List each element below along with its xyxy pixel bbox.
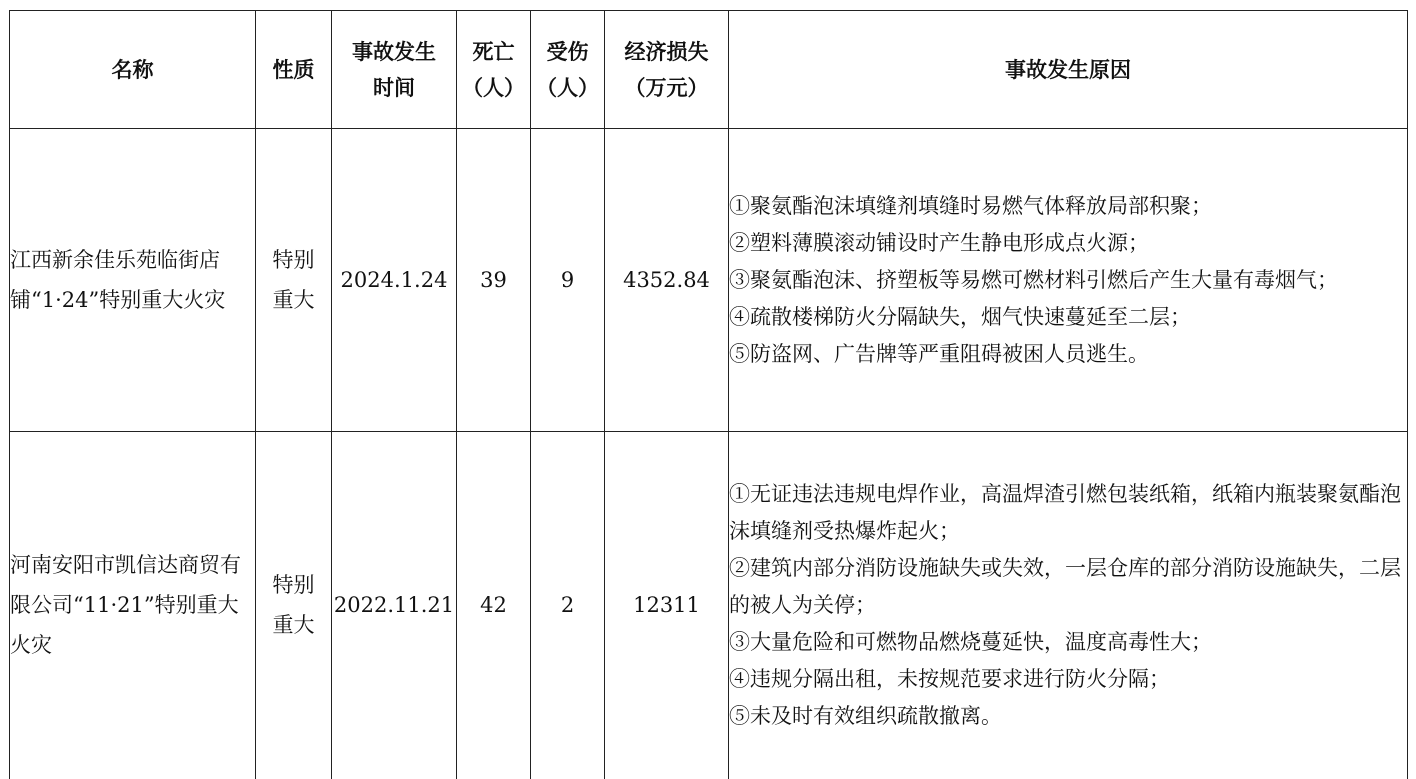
accident-table [9,10,1408,779]
header-injuries [531,11,605,129]
header-causes: 事故发生原因 [729,11,1408,129]
header-deaths [457,11,531,129]
row-name-cell: 江西新余佳乐苑临街店铺“1·24”特别重大火灾 [10,129,256,432]
cause-item: ③大量危险和可燃物品燃烧蔓延快，温度高毒性大； [729,629,1212,654]
row-loss-cell: 4352.84 [605,129,729,432]
row-nature-line2: 重大 [272,288,315,312]
cause-item: ①无证违法违规电焊作业，高温焊渣引燃包装纸箱，纸箱内瓶装聚氨酯泡沫填缝剂受热爆炸起火； [729,481,1401,543]
header-time-line1: 事故发生 [352,39,436,64]
row-nature-line2: 重大 [272,613,315,638]
row-deaths-cell: 42 [457,432,531,779]
row-nature-line1: 特别 [272,573,315,598]
header-name: 名称 [10,11,256,129]
header-time-line2: 时间 [373,75,415,100]
cause-item: ④疏散楼梯防火分隔缺失，烟气快速蔓延至二层； [729,304,1191,329]
row-causes-cell [729,432,1408,779]
header-loss-line1: 经济损失 [624,39,709,64]
row-date-cell: 2024.1.24 [332,129,457,432]
row-name-cell: 河南安阳市凯信达商贸有限公司“11·21”特别重大火灾 [10,432,256,779]
header-deaths-line2: （人） [462,75,525,100]
cause-item: ④违规分隔出租，未按规范要求进行防火分隔； [729,666,1170,691]
row-loss-cell: 12311 [605,432,729,779]
header-row [10,11,1408,129]
row-deaths-cell: 39 [457,129,531,432]
header-nature: 性质 [256,11,332,129]
row-nature-line1: 特别 [272,248,315,272]
cause-item: ②建筑内部分消防设施缺失或失效，一层仓库的部分消防设施缺失，二层的被人为关停； [729,555,1401,617]
header-deaths-line1: 死亡 [472,39,515,64]
header-time [332,11,457,129]
cause-item: ③聚氨酯泡沫、挤塑板等易燃可燃材料引燃后产生大量有毒烟气； [729,267,1338,292]
row-injuries-cell: 2 [531,432,605,779]
cause-item: ⑤防盗网、广告牌等严重阻碍被困人员逃生。 [729,341,1149,366]
table-row [10,432,1408,779]
header-loss [605,11,729,129]
row-nature-cell [256,432,332,779]
cause-item: ①聚氨酯泡沫填缝剂填缝时易燃气体释放局部积聚； [729,193,1212,218]
row-injuries-cell: 9 [531,129,605,432]
header-loss-line2: （万元） [624,75,709,100]
row-causes-cell [729,129,1408,432]
table-row [10,129,1408,432]
cause-item: ⑤未及时有效组织疏散撤离。 [729,703,1002,728]
header-injuries-line1: 受伤 [546,39,589,64]
row-nature-cell [256,129,332,432]
cause-item: ②塑料薄膜滚动铺设时产生静电形成点火源； [729,230,1149,255]
header-injuries-line2: （人） [536,75,599,100]
row-date-cell: 2022.11.21 [332,432,457,779]
